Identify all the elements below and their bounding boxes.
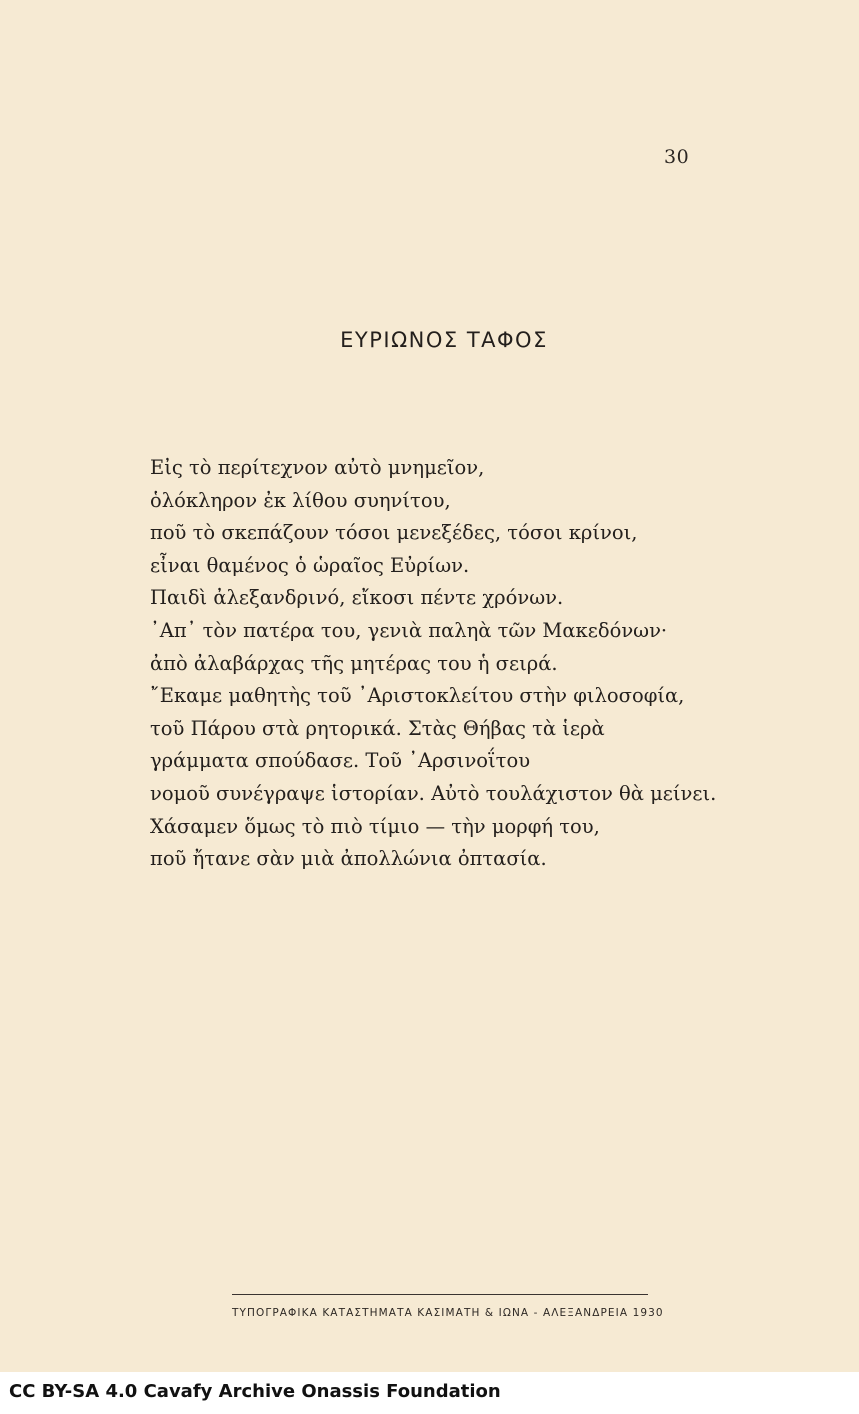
poem-line: εἶναι θαμένος ὁ ὡραῖος Εὐρίων. [150, 553, 470, 577]
poem-line: ποῦ τὸ σκεπάζουν τόσοι μενεξέδες, τόσοι κρίνοι, [150, 521, 638, 545]
poem-line: ποῦ ἤτανε σὰν μιὰ ἀπολλώνια ὀπτασία. [150, 847, 547, 871]
poem-line: τοῦ Πάρου στὰ ρητορικά. Στὰς Θήβας τὰ ἱερὰ [150, 716, 605, 740]
poem-line: ᾿Απ᾿ τὸν πατέρα του, γενιὰ παληὰ τῶν Μακεδόνων· [150, 618, 668, 642]
poem-line: Εἰς τὸ περίτεχνον αὐτὸ μνημεῖον, [150, 456, 485, 479]
poem-line: Παιδὶ ἀλεξανδρινό, εἴκοσι πέντε χρόνων. [150, 586, 564, 610]
poem-title: ΕΥΡΙΩΝΟΣ ΤΑΦΟΣ [340, 328, 548, 352]
poem-line: ἀπὸ ἀλαβάρχας τῆς μητέρας του ἡ σειρά. [150, 651, 558, 675]
poem-body [150, 452, 716, 876]
credit-bar [0, 1372, 859, 1414]
page-number: 30 [664, 146, 690, 168]
poem-line: Χάσαμεν ὅμως τὸ πιὸ τίμιο — τὴν μορφή του, [150, 814, 600, 838]
footer-rule [232, 1294, 648, 1295]
poem-line: ῎Εκαμε μαθητὴς τοῦ ᾿Αριστοκλείτου στὴν φιλοσοφία, [150, 684, 685, 708]
printer-imprint: ΤΥΠΟΓΡΑΦΙΚΑ ΚΑΤΑΣΤΗΜΑΤΑ ΚΑΣΙΜΑΤΗ & ΙΩΝΑ - ΑΛΕΞΑΝΔΡΕΙΑ 1930 [232, 1307, 664, 1319]
poem-line: νομοῦ συνέγραψε ἱστορίαν. Αὐτὸ τουλάχιστον θὰ μείνει. [150, 781, 717, 805]
poem-line: ὁλόκληρον ἐκ λίθου συηνίτου, [150, 488, 451, 512]
license-credit: CC BY-SA 4.0 Cavafy Archive Onassis Foundation [9, 1381, 501, 1402]
poem-line: γράμματα σπούδασε. Τοῦ ᾿Αρσινοΐτου [150, 749, 531, 773]
